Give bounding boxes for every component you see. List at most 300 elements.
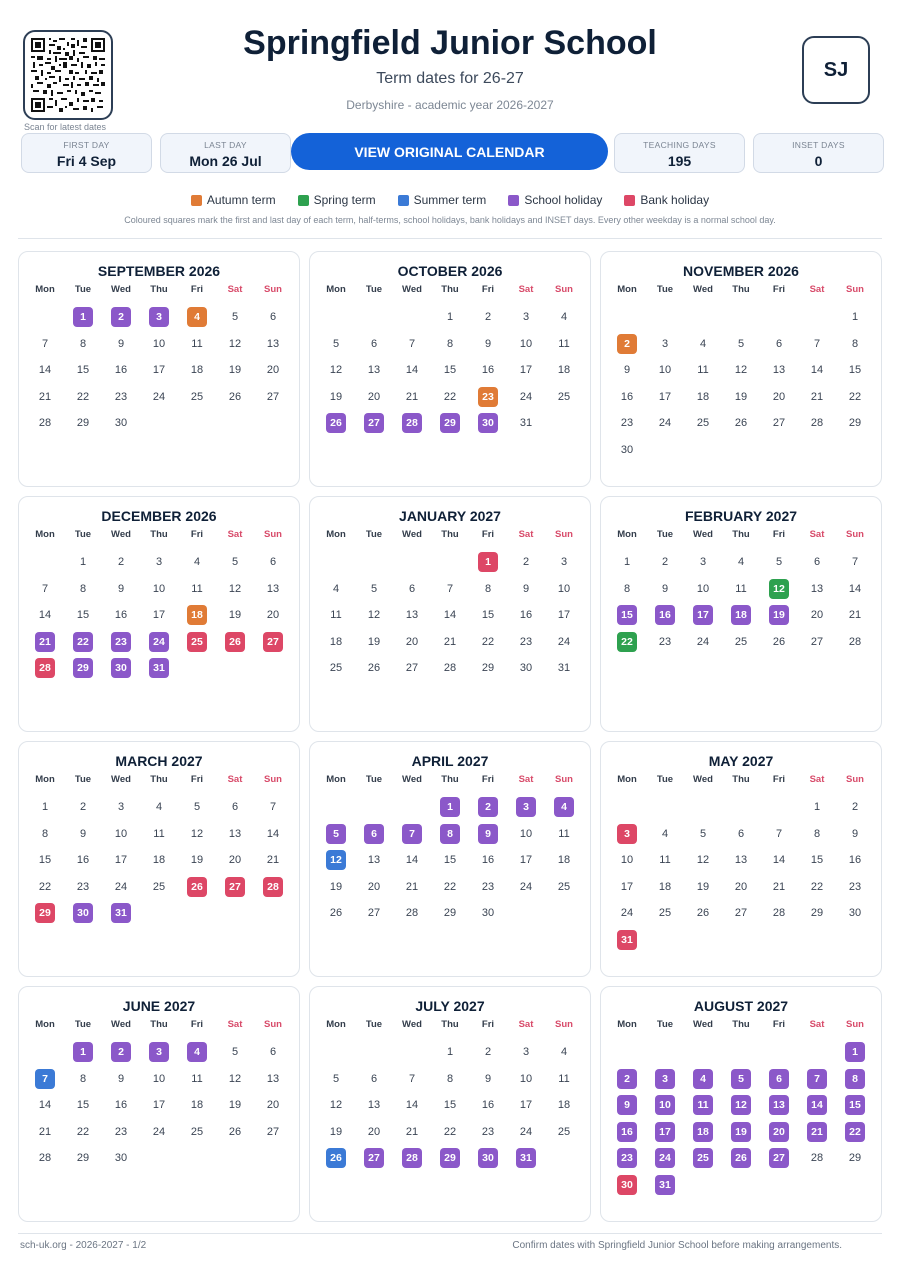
day-holiday	[64, 304, 102, 331]
day-number: 27	[405, 662, 419, 675]
day-cell	[393, 874, 431, 901]
day-holiday	[760, 1119, 798, 1146]
day-number: 1	[440, 797, 460, 817]
day-number: 30	[617, 1175, 637, 1195]
day-cell	[836, 602, 874, 629]
day-cell	[836, 629, 874, 656]
bank-swatch-icon	[624, 195, 635, 206]
weekday-label: Sat	[809, 1019, 825, 1030]
day-cell	[102, 602, 140, 629]
weekday-label: Sun	[264, 529, 282, 540]
day-cell	[545, 655, 583, 682]
day-cell	[545, 576, 583, 603]
day-number: 28	[263, 877, 283, 897]
day-cell	[431, 576, 469, 603]
weekday-label: Sat	[518, 774, 534, 785]
empty-cell	[722, 794, 760, 821]
month-card	[309, 251, 591, 487]
teaching-days-value: 195	[667, 153, 692, 169]
weekday-label: Mon	[326, 774, 346, 785]
weekday-label: Wed	[402, 774, 422, 785]
weekday-label: Sat	[518, 1019, 534, 1030]
weekday-label: Wed	[402, 529, 422, 540]
day-number: 28	[38, 1152, 52, 1165]
day-cell	[722, 629, 760, 656]
day-cell	[64, 847, 102, 874]
day-holiday	[355, 1145, 393, 1172]
days-grid	[310, 549, 590, 682]
day-holiday	[760, 602, 798, 629]
day-holiday	[722, 1066, 760, 1093]
day-number: 20	[228, 854, 242, 867]
day-cell	[102, 847, 140, 874]
day-number: 24	[152, 1125, 166, 1138]
day-cell	[102, 1119, 140, 1146]
day-cell	[545, 304, 583, 331]
empty-cell	[317, 794, 355, 821]
weekday-label: Fri	[190, 529, 204, 540]
day-number: 23	[111, 632, 131, 652]
day-number: 4	[560, 311, 568, 324]
day-number: 17	[519, 1099, 533, 1112]
weekday-label: Tue	[365, 529, 383, 540]
empty-cell	[722, 1039, 760, 1066]
weekday-label: Sun	[846, 284, 864, 295]
day-number: 5	[326, 824, 346, 844]
weekday-label: Fri	[190, 284, 204, 295]
weekday-label: Thu	[441, 1019, 459, 1030]
day-number: 22	[810, 880, 824, 893]
day-number: 18	[696, 390, 710, 403]
day-number: 13	[367, 854, 381, 867]
day-cell	[393, 384, 431, 411]
day-number: 23	[617, 1148, 637, 1168]
day-number: 21	[266, 854, 280, 867]
day-cell	[178, 1119, 216, 1146]
legend-label: Autumn term	[206, 193, 276, 207]
day-cell	[102, 1145, 140, 1172]
day-number: 15	[443, 364, 457, 377]
day-cell	[355, 602, 393, 629]
day-number: 19	[329, 390, 343, 403]
day-number: 10	[519, 827, 533, 840]
day-number: 3	[655, 1069, 675, 1089]
day-cell	[26, 384, 64, 411]
last-day-value: Mon 26 Jul	[189, 153, 262, 169]
weekday-label: Tue	[74, 529, 92, 540]
day-holiday	[64, 1039, 102, 1066]
day-cell	[254, 331, 292, 358]
day-cell	[431, 384, 469, 411]
day-cell	[684, 874, 722, 901]
day-cell	[469, 1119, 507, 1146]
day-holiday	[102, 1039, 140, 1066]
day-number: 1	[41, 801, 49, 814]
day-number: 4	[155, 801, 163, 814]
day-number: 26	[225, 632, 245, 652]
day-cell	[140, 602, 178, 629]
day-number: 7	[408, 1072, 416, 1085]
weekday-label: Mon	[617, 529, 637, 540]
day-number: 26	[187, 877, 207, 897]
day-cell	[178, 549, 216, 576]
day-number: 27	[734, 907, 748, 920]
legend-label: School holiday	[524, 193, 603, 207]
day-number: 6	[737, 827, 745, 840]
day-number: 11	[330, 609, 342, 622]
inset-days-value: 0	[814, 153, 823, 169]
day-holiday	[102, 655, 140, 682]
empty-cell	[684, 1039, 722, 1066]
day-cell	[140, 1066, 178, 1093]
day-holiday	[608, 1092, 646, 1119]
day-number: 7	[402, 824, 422, 844]
day-cell	[178, 1066, 216, 1093]
weekday-header	[19, 774, 299, 785]
day-number: 3	[516, 797, 536, 817]
day-cell	[393, 1092, 431, 1119]
weekday-label: Mon	[35, 529, 55, 540]
day-holiday	[102, 629, 140, 656]
weekday-header	[310, 1019, 590, 1030]
weekday-label: Thu	[441, 774, 459, 785]
day-number: 10	[519, 1072, 533, 1085]
day-number: 12	[696, 854, 710, 867]
day-number: 29	[443, 907, 457, 920]
day-cell	[469, 1039, 507, 1066]
day-number: 7	[35, 1069, 55, 1089]
empty-cell	[431, 549, 469, 576]
day-cell	[469, 357, 507, 384]
day-cell	[798, 847, 836, 874]
day-number: 15	[76, 1099, 90, 1112]
day-cell	[317, 357, 355, 384]
day-cell	[431, 874, 469, 901]
day-cell	[178, 331, 216, 358]
day-cell	[507, 821, 545, 848]
days-grid	[601, 304, 881, 463]
empty-cell	[646, 794, 684, 821]
empty-cell	[760, 794, 798, 821]
day-number: 30	[620, 443, 634, 456]
day-number: 3	[560, 556, 568, 569]
day-cell	[64, 410, 102, 437]
day-cell	[760, 331, 798, 358]
weekday-label: Mon	[617, 774, 637, 785]
day-cell	[760, 874, 798, 901]
day-holiday	[507, 1145, 545, 1172]
weekday-label: Fri	[190, 1019, 204, 1030]
empty-cell	[393, 1039, 431, 1066]
day-cell	[254, 576, 292, 603]
day-cell	[393, 847, 431, 874]
month-title: JUNE 2027	[122, 998, 196, 1014]
day-number: 15	[76, 364, 90, 377]
day-cell	[469, 576, 507, 603]
day-number: 1	[73, 1042, 93, 1062]
page-title: Springfield Junior School	[243, 24, 657, 62]
day-number: 31	[519, 417, 533, 430]
day-cell	[684, 331, 722, 358]
day-spring	[760, 576, 798, 603]
day-cell	[216, 602, 254, 629]
day-cell	[431, 847, 469, 874]
day-cell	[64, 357, 102, 384]
day-number: 7	[41, 582, 49, 595]
day-number: 10	[655, 1095, 675, 1115]
day-number: 2	[117, 556, 125, 569]
day-number: 2	[617, 1069, 637, 1089]
month-card	[18, 741, 300, 977]
day-number: 6	[769, 1069, 789, 1089]
day-number: 27	[263, 632, 283, 652]
day-number: 23	[848, 880, 862, 893]
day-cell	[646, 821, 684, 848]
day-cell	[836, 1145, 874, 1172]
day-number: 12	[329, 1099, 343, 1112]
day-cell	[431, 602, 469, 629]
day-cell	[254, 821, 292, 848]
day-cell	[646, 629, 684, 656]
day-number: 23	[658, 635, 672, 648]
day-cell	[254, 304, 292, 331]
day-cell	[140, 1119, 178, 1146]
day-number: 23	[519, 635, 533, 648]
day-number: 17	[658, 390, 672, 403]
weekday-label: Mon	[617, 284, 637, 295]
day-number: 18	[190, 1099, 204, 1112]
day-cell	[760, 410, 798, 437]
day-number: 25	[658, 907, 672, 920]
day-number: 13	[367, 1099, 381, 1112]
day-number: 20	[405, 635, 419, 648]
month-card	[18, 251, 300, 487]
empty-cell	[608, 1039, 646, 1066]
day-cell	[102, 549, 140, 576]
day-cell	[355, 629, 393, 656]
day-number: 14	[266, 827, 280, 840]
legend-note: Coloured squares mark the first and last day of each term, half-terms, school holidays, bank holidays and INSET days. Every other weekday is a normal school day.	[124, 215, 776, 225]
teaching-days-card	[614, 133, 745, 173]
day-cell	[355, 847, 393, 874]
day-number: 22	[76, 390, 90, 403]
summer-swatch-icon	[398, 195, 409, 206]
weekday-label: Wed	[111, 774, 131, 785]
day-number: 18	[557, 854, 571, 867]
day-cell	[64, 331, 102, 358]
day-cell	[216, 821, 254, 848]
day-number: 11	[191, 582, 203, 595]
legend-item-summer	[398, 193, 487, 207]
day-number: 23	[481, 880, 495, 893]
day-cell	[102, 874, 140, 901]
day-number: 10	[557, 582, 571, 595]
empty-cell	[722, 304, 760, 331]
day-cell	[431, 900, 469, 927]
day-number: 6	[364, 824, 384, 844]
empty-cell	[317, 549, 355, 576]
day-cell	[140, 821, 178, 848]
day-number: 24	[519, 390, 533, 403]
day-cell	[216, 331, 254, 358]
day-number: 12	[734, 364, 748, 377]
day-cell	[216, 847, 254, 874]
day-number: 23	[76, 880, 90, 893]
day-number: 26	[326, 1148, 346, 1168]
day-cell	[431, 1066, 469, 1093]
day-number: 12	[329, 364, 343, 377]
weekday-header	[601, 1019, 881, 1030]
month-card	[18, 496, 300, 732]
weekday-label: Sun	[264, 284, 282, 295]
days-grid	[601, 1039, 881, 1198]
day-number: 14	[848, 582, 862, 595]
day-cell	[140, 1092, 178, 1119]
weekday-label: Tue	[365, 774, 383, 785]
day-cell	[102, 357, 140, 384]
day-bank	[254, 874, 292, 901]
day-holiday	[646, 1092, 684, 1119]
day-number: 16	[114, 609, 128, 622]
day-cell	[469, 900, 507, 927]
day-number: 30	[111, 658, 131, 678]
empty-cell	[26, 1039, 64, 1066]
day-number: 21	[405, 390, 419, 403]
day-cell	[798, 874, 836, 901]
day-number: 6	[370, 1072, 378, 1085]
day-number: 31	[617, 930, 637, 950]
day-number: 28	[405, 907, 419, 920]
day-number: 3	[661, 337, 669, 350]
day-holiday	[760, 1066, 798, 1093]
weekday-label: Mon	[326, 284, 346, 295]
day-cell	[798, 384, 836, 411]
empty-cell	[355, 1039, 393, 1066]
day-cell	[64, 1119, 102, 1146]
day-cell	[608, 357, 646, 384]
spring-swatch-icon	[298, 195, 309, 206]
day-number: 24	[152, 390, 166, 403]
day-cell	[507, 410, 545, 437]
day-number: 15	[443, 1099, 457, 1112]
weekday-label: Tue	[656, 529, 674, 540]
day-bank	[216, 629, 254, 656]
day-number: 17	[693, 605, 713, 625]
day-number: 23	[620, 417, 634, 430]
day-cell	[684, 384, 722, 411]
day-cell	[545, 549, 583, 576]
day-number: 17	[152, 1099, 166, 1112]
day-number: 13	[772, 364, 786, 377]
day-number: 9	[117, 582, 125, 595]
day-number: 28	[402, 1148, 422, 1168]
day-holiday	[26, 629, 64, 656]
day-holiday	[469, 821, 507, 848]
month-title: AUGUST 2027	[693, 998, 789, 1014]
day-number: 17	[152, 364, 166, 377]
day-number: 19	[329, 880, 343, 893]
day-holiday	[393, 1145, 431, 1172]
day-number: 6	[813, 556, 821, 569]
day-number: 19	[329, 1125, 343, 1138]
day-holiday	[646, 602, 684, 629]
weekday-label: Thu	[732, 284, 750, 295]
day-number: 7	[269, 801, 277, 814]
day-number: 18	[329, 635, 343, 648]
footer-left: sch-uk.org - 2026-2027 - 1/2	[20, 1240, 147, 1251]
day-number: 31	[111, 903, 131, 923]
last-day-label: LAST DAY	[204, 140, 247, 150]
day-cell	[317, 384, 355, 411]
day-cell	[646, 549, 684, 576]
day-number: 24	[519, 1125, 533, 1138]
day-number: 20	[266, 609, 280, 622]
empty-cell	[798, 304, 836, 331]
month-card	[18, 986, 300, 1222]
day-number: 19	[228, 609, 242, 622]
day-holiday	[393, 821, 431, 848]
day-number: 3	[155, 556, 163, 569]
day-number: 17	[519, 364, 533, 377]
day-number: 14	[810, 364, 824, 377]
day-cell	[608, 847, 646, 874]
day-cell	[836, 384, 874, 411]
region-year: Derbyshire - academic year 2026-2027	[346, 98, 554, 112]
weekday-label: Sun	[555, 284, 573, 295]
weekday-label: Sat	[809, 529, 825, 540]
day-number: 5	[370, 582, 378, 595]
day-number: 15	[481, 609, 495, 622]
weekday-label: Wed	[693, 529, 713, 540]
empty-cell	[684, 304, 722, 331]
day-number: 21	[848, 609, 862, 622]
day-cell	[760, 821, 798, 848]
view-original-calendar-button[interactable]: VIEW ORIGINAL CALENDAR	[291, 133, 608, 170]
day-cell	[216, 1092, 254, 1119]
day-number: 3	[699, 556, 707, 569]
day-number: 28	[35, 658, 55, 678]
day-number: 4	[554, 797, 574, 817]
day-holiday	[102, 304, 140, 331]
day-number: 13	[367, 364, 381, 377]
holiday-swatch-icon	[508, 195, 519, 206]
first-day-value: Fri 4 Sep	[56, 153, 117, 169]
day-number: 22	[617, 632, 637, 652]
legend-item-spring	[298, 193, 376, 207]
day-cell	[26, 874, 64, 901]
day-number: 1	[845, 1042, 865, 1062]
day-number: 20	[734, 880, 748, 893]
day-number: 31	[557, 662, 571, 675]
day-cell	[216, 1039, 254, 1066]
day-bank	[469, 549, 507, 576]
day-number: 23	[481, 1125, 495, 1138]
day-number: 5	[193, 801, 201, 814]
day-cell	[140, 384, 178, 411]
day-number: 1	[623, 556, 631, 569]
day-number: 27	[367, 907, 381, 920]
months-grid	[18, 251, 882, 1222]
day-number: 24	[114, 880, 128, 893]
day-number: 4	[187, 307, 207, 327]
day-number: 14	[38, 1099, 52, 1112]
day-cell	[507, 549, 545, 576]
day-cell	[608, 410, 646, 437]
empty-cell	[355, 794, 393, 821]
day-number: 17	[114, 854, 128, 867]
day-cell	[836, 410, 874, 437]
weekday-label: Fri	[772, 1019, 786, 1030]
